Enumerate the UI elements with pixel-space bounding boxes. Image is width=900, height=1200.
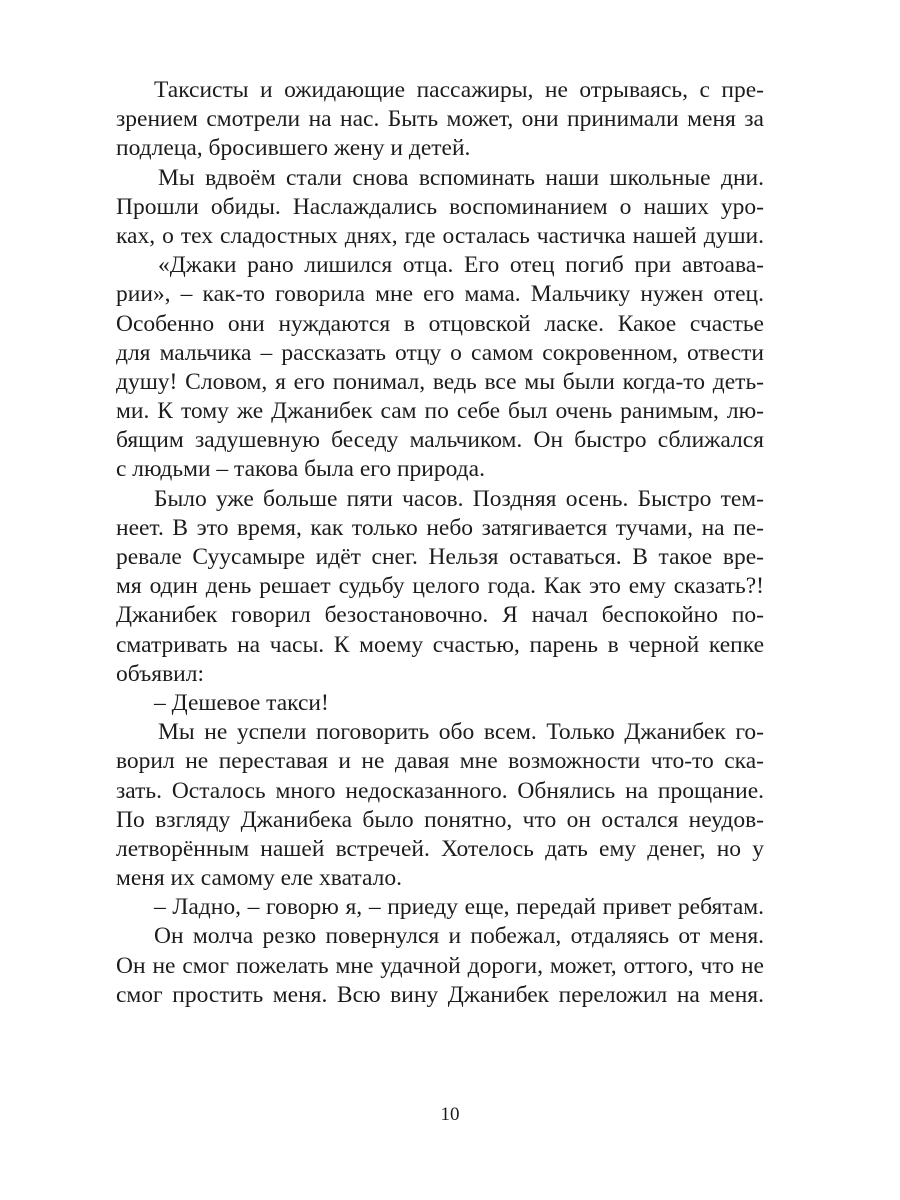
text-line: – Дешевое такси! xyxy=(154,689,329,716)
text-line: ревале Суусамыре идёт снег. Нельзя оставаться. В такое вре- xyxy=(116,544,764,570)
text-line: «Джаки рано лишился отца. Его отец погиб при автоава- xyxy=(158,252,764,279)
body-text xyxy=(116,76,764,1010)
text-line: рии», – как-то говорила мне его мама. Мальчику нужен отец. xyxy=(116,281,764,308)
text-line: Он молча резко повернулся и побежал, отдаляясь от меня. xyxy=(154,923,764,950)
text-line: ми. К тому же Джанибек сам по себе был очень ранимым, лю- xyxy=(116,398,764,425)
text-line: смог простить меня. Всю вину Джанибек переложил на меня. xyxy=(116,981,764,1008)
text-line: подлеца, бросившего жену и детей. xyxy=(116,135,471,162)
text-line: – Ладно, – говорю я, – приеду еще, передай привет ребятам. xyxy=(154,894,764,921)
text-line: для мальчика – рассказать отцу о самом сокровенном, отвести xyxy=(116,339,764,366)
text-line: Мы не успели поговорить обо всем. Только Джанибек го- xyxy=(158,719,764,746)
text-line: Было уже больше пяти часов. Поздняя осень. Быстро тем- xyxy=(154,485,764,512)
text-line: Он не смог пожелать мне удачной дороги, может, оттого, что не xyxy=(116,952,764,979)
text-line: мя один день решает судьбу целого года. Как это ему сказать?! xyxy=(116,573,764,600)
text-line: Особенно они нуждаются в отцовской ласке. Какое счастье xyxy=(116,310,764,337)
text-line: ках, о тех сладостных днях, где осталась частичка нашей души. xyxy=(116,222,764,249)
text-line: душу! Словом, я его понимал, ведь все мы были когда-то деть- xyxy=(116,368,764,395)
text-line: бящим задушевную беседу мальчиком. Он быстро сближался xyxy=(116,427,764,454)
text-line: неет. В это время, как только небо затягивается тучами, на пе- xyxy=(116,514,764,541)
text-line: Таксисты и ожидающие пассажиры, не отрываясь, с пре- xyxy=(154,77,764,103)
text-line: Джанибек говорил безостановочно. Я начал беспокойно по- xyxy=(116,602,764,629)
text-line: зать. Осталось много недосказанного. Обнялись на прощание. xyxy=(116,777,764,804)
text-line: летворённым нашей встречей. Хотелось дать ему денег, но у xyxy=(116,835,764,862)
text-line: объявил: xyxy=(116,660,205,687)
text-line: с людьми – такова была его природа. xyxy=(116,456,485,483)
text-line: Прошли обиды. Наслаждались воспоминанием о наших уро- xyxy=(116,193,764,220)
text-line: меня их самому еле хватало. xyxy=(116,865,402,892)
text-line: зрением смотрели на нас. Быть может, они принимали меня за xyxy=(116,106,764,133)
text-line: По взгляду Джанибека было понятно, что он остался неудов- xyxy=(116,806,764,833)
text-line: сматривать на часы. К моему счастью, парень в черной кепке xyxy=(116,631,764,658)
page-number: 10 xyxy=(440,1104,460,1125)
text-line: ворил не переставая и не давая мне возможности что-то ска- xyxy=(116,748,764,775)
text-line: Мы вдвоём стали снова вспоминать наши школьные дни. xyxy=(158,164,764,191)
